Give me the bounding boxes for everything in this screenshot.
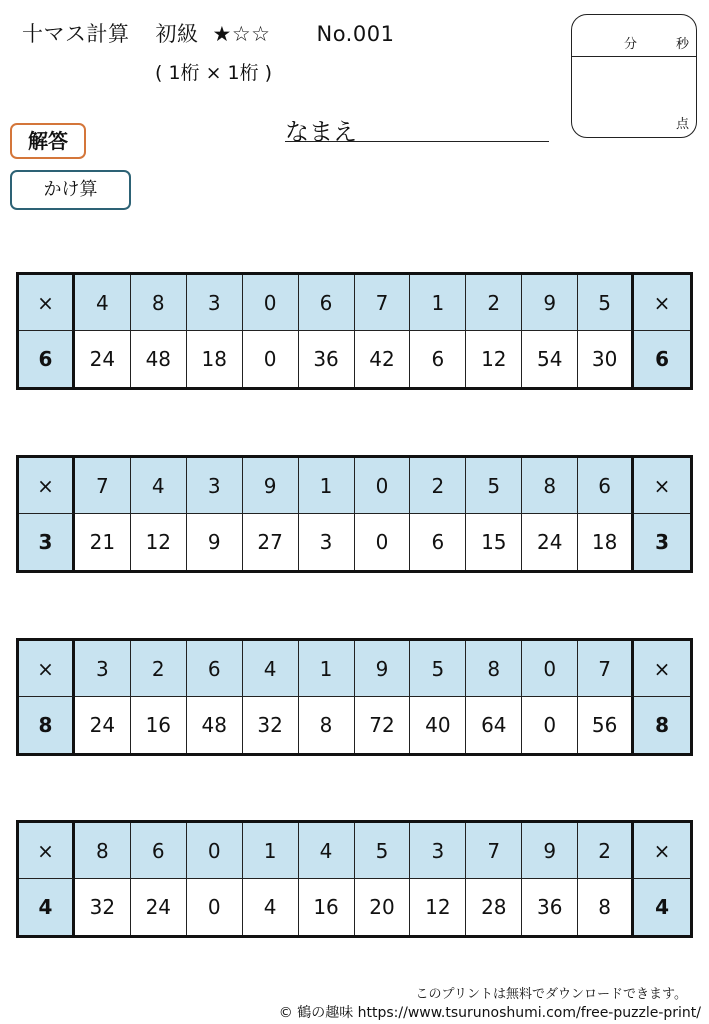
number-cell: 2 [578, 823, 634, 879]
time-score-divider [572, 56, 696, 57]
answer-cell: 64 [466, 697, 522, 753]
number-cell: 9 [243, 458, 299, 514]
number-cell: 7 [578, 641, 634, 697]
number-cell: 8 [131, 275, 187, 331]
number-cell: 5 [355, 823, 411, 879]
answer-cell: 48 [131, 331, 187, 387]
answer-cell: 42 [355, 331, 411, 387]
calc-grid-4 [16, 820, 693, 938]
number-cell: 0 [243, 275, 299, 331]
worksheet-number: No.001 [316, 22, 395, 46]
answer-cell: 16 [131, 697, 187, 753]
answer-cell: 3 [299, 514, 355, 570]
number-cell: 2 [410, 458, 466, 514]
number-cell: 6 [131, 823, 187, 879]
answer-cell: 15 [466, 514, 522, 570]
operator-cell: × [634, 275, 690, 331]
number-cell: 0 [187, 823, 243, 879]
number-cell: 1 [299, 458, 355, 514]
multiplier-cell: 4 [19, 879, 75, 935]
number-cell: 4 [243, 641, 299, 697]
operator-cell: × [634, 641, 690, 697]
answer-cell: 0 [243, 331, 299, 387]
number-cell: 6 [299, 275, 355, 331]
answer-cell: 27 [243, 514, 299, 570]
number-cell: 0 [355, 458, 411, 514]
number-cell: 2 [131, 641, 187, 697]
multiplier-cell: 6 [634, 331, 690, 387]
number-cell: 5 [578, 275, 634, 331]
calc-grid-1 [16, 272, 693, 390]
number-cell: 7 [75, 458, 131, 514]
answer-cell: 12 [466, 331, 522, 387]
operator-cell: × [19, 823, 75, 879]
number-cell: 1 [243, 823, 299, 879]
operator-cell: × [19, 641, 75, 697]
number-cell: 1 [299, 641, 355, 697]
answer-cell: 30 [578, 331, 634, 387]
multiplier-cell: 3 [19, 514, 75, 570]
number-cell: 6 [578, 458, 634, 514]
answer-cell: 32 [75, 879, 131, 935]
number-cell: 6 [187, 641, 243, 697]
multiplier-cell: 8 [19, 697, 75, 753]
number-cell: 2 [466, 275, 522, 331]
answer-cell: 0 [522, 697, 578, 753]
answer-cell: 24 [75, 331, 131, 387]
answer-cell: 48 [187, 697, 243, 753]
number-cell: 1 [410, 275, 466, 331]
name-label: なまえ [285, 118, 357, 146]
footer-copyright: © 鶴の趣味 https://www.tsurunoshumi.com/free-puzzle-print/ [278, 1005, 701, 1021]
answer-cell: 16 [299, 879, 355, 935]
answer-cell: 36 [522, 879, 578, 935]
number-cell: 3 [410, 823, 466, 879]
seconds-label: 秒 [676, 37, 690, 52]
number-cell: 7 [355, 275, 411, 331]
worksheet-title [22, 18, 394, 48]
answer-cell: 8 [578, 879, 634, 935]
number-cell: 3 [187, 458, 243, 514]
answer-cell: 6 [410, 514, 466, 570]
answer-cell: 32 [243, 697, 299, 753]
number-cell: 0 [522, 641, 578, 697]
multiplier-cell: 3 [634, 514, 690, 570]
operation-badge: かけ算 [10, 170, 131, 210]
number-cell: 9 [522, 823, 578, 879]
operator-cell: × [19, 458, 75, 514]
answer-cell: 24 [75, 697, 131, 753]
answer-cell: 12 [131, 514, 187, 570]
number-cell: 4 [299, 823, 355, 879]
level-text: 初級 [155, 22, 199, 46]
multiplier-cell: 6 [19, 331, 75, 387]
answer-cell: 0 [355, 514, 411, 570]
answer-cell: 20 [355, 879, 411, 935]
operator-cell: × [634, 823, 690, 879]
worksheet-subtitle: ( 1桁 × 1桁 ) [155, 62, 273, 84]
number-cell: 9 [522, 275, 578, 331]
answer-cell: 0 [187, 879, 243, 935]
number-cell: 8 [522, 458, 578, 514]
answer-cell: 56 [578, 697, 634, 753]
number-cell: 4 [131, 458, 187, 514]
time-score-box [571, 14, 697, 138]
answer-cell: 72 [355, 697, 411, 753]
answer-cell: 9 [187, 514, 243, 570]
answer-cell: 54 [522, 331, 578, 387]
calc-grid-2 [16, 455, 693, 573]
operator-cell: × [19, 275, 75, 331]
number-cell: 3 [75, 641, 131, 697]
number-cell: 5 [466, 458, 522, 514]
answer-cell: 8 [299, 697, 355, 753]
answer-cell: 24 [522, 514, 578, 570]
answer-cell: 4 [243, 879, 299, 935]
answer-cell: 6 [410, 331, 466, 387]
footer-notice: このプリントは無料でダウンロードできます。 [415, 987, 687, 1002]
multiplier-cell: 8 [634, 697, 690, 753]
answer-cell: 12 [410, 879, 466, 935]
answer-cell: 36 [299, 331, 355, 387]
answer-cell: 21 [75, 514, 131, 570]
minutes-label: 分 [624, 37, 638, 52]
calc-grid-3 [16, 638, 693, 756]
number-cell: 7 [466, 823, 522, 879]
number-cell: 4 [75, 275, 131, 331]
operator-cell: × [634, 458, 690, 514]
name-underline [285, 141, 549, 142]
answer-cell: 24 [131, 879, 187, 935]
multiplier-cell: 4 [634, 879, 690, 935]
answer-badge: 解答 [10, 123, 86, 159]
number-cell: 3 [187, 275, 243, 331]
answer-cell: 18 [578, 514, 634, 570]
answer-cell: 18 [187, 331, 243, 387]
number-cell: 9 [355, 641, 411, 697]
answer-cell: 40 [410, 697, 466, 753]
number-cell: 5 [410, 641, 466, 697]
title-text: 十マス計算 [22, 22, 130, 46]
number-cell: 8 [466, 641, 522, 697]
number-cell: 8 [75, 823, 131, 879]
answer-cell: 28 [466, 879, 522, 935]
points-label: 点 [676, 117, 690, 132]
difficulty-stars: ★☆☆ [212, 22, 271, 46]
